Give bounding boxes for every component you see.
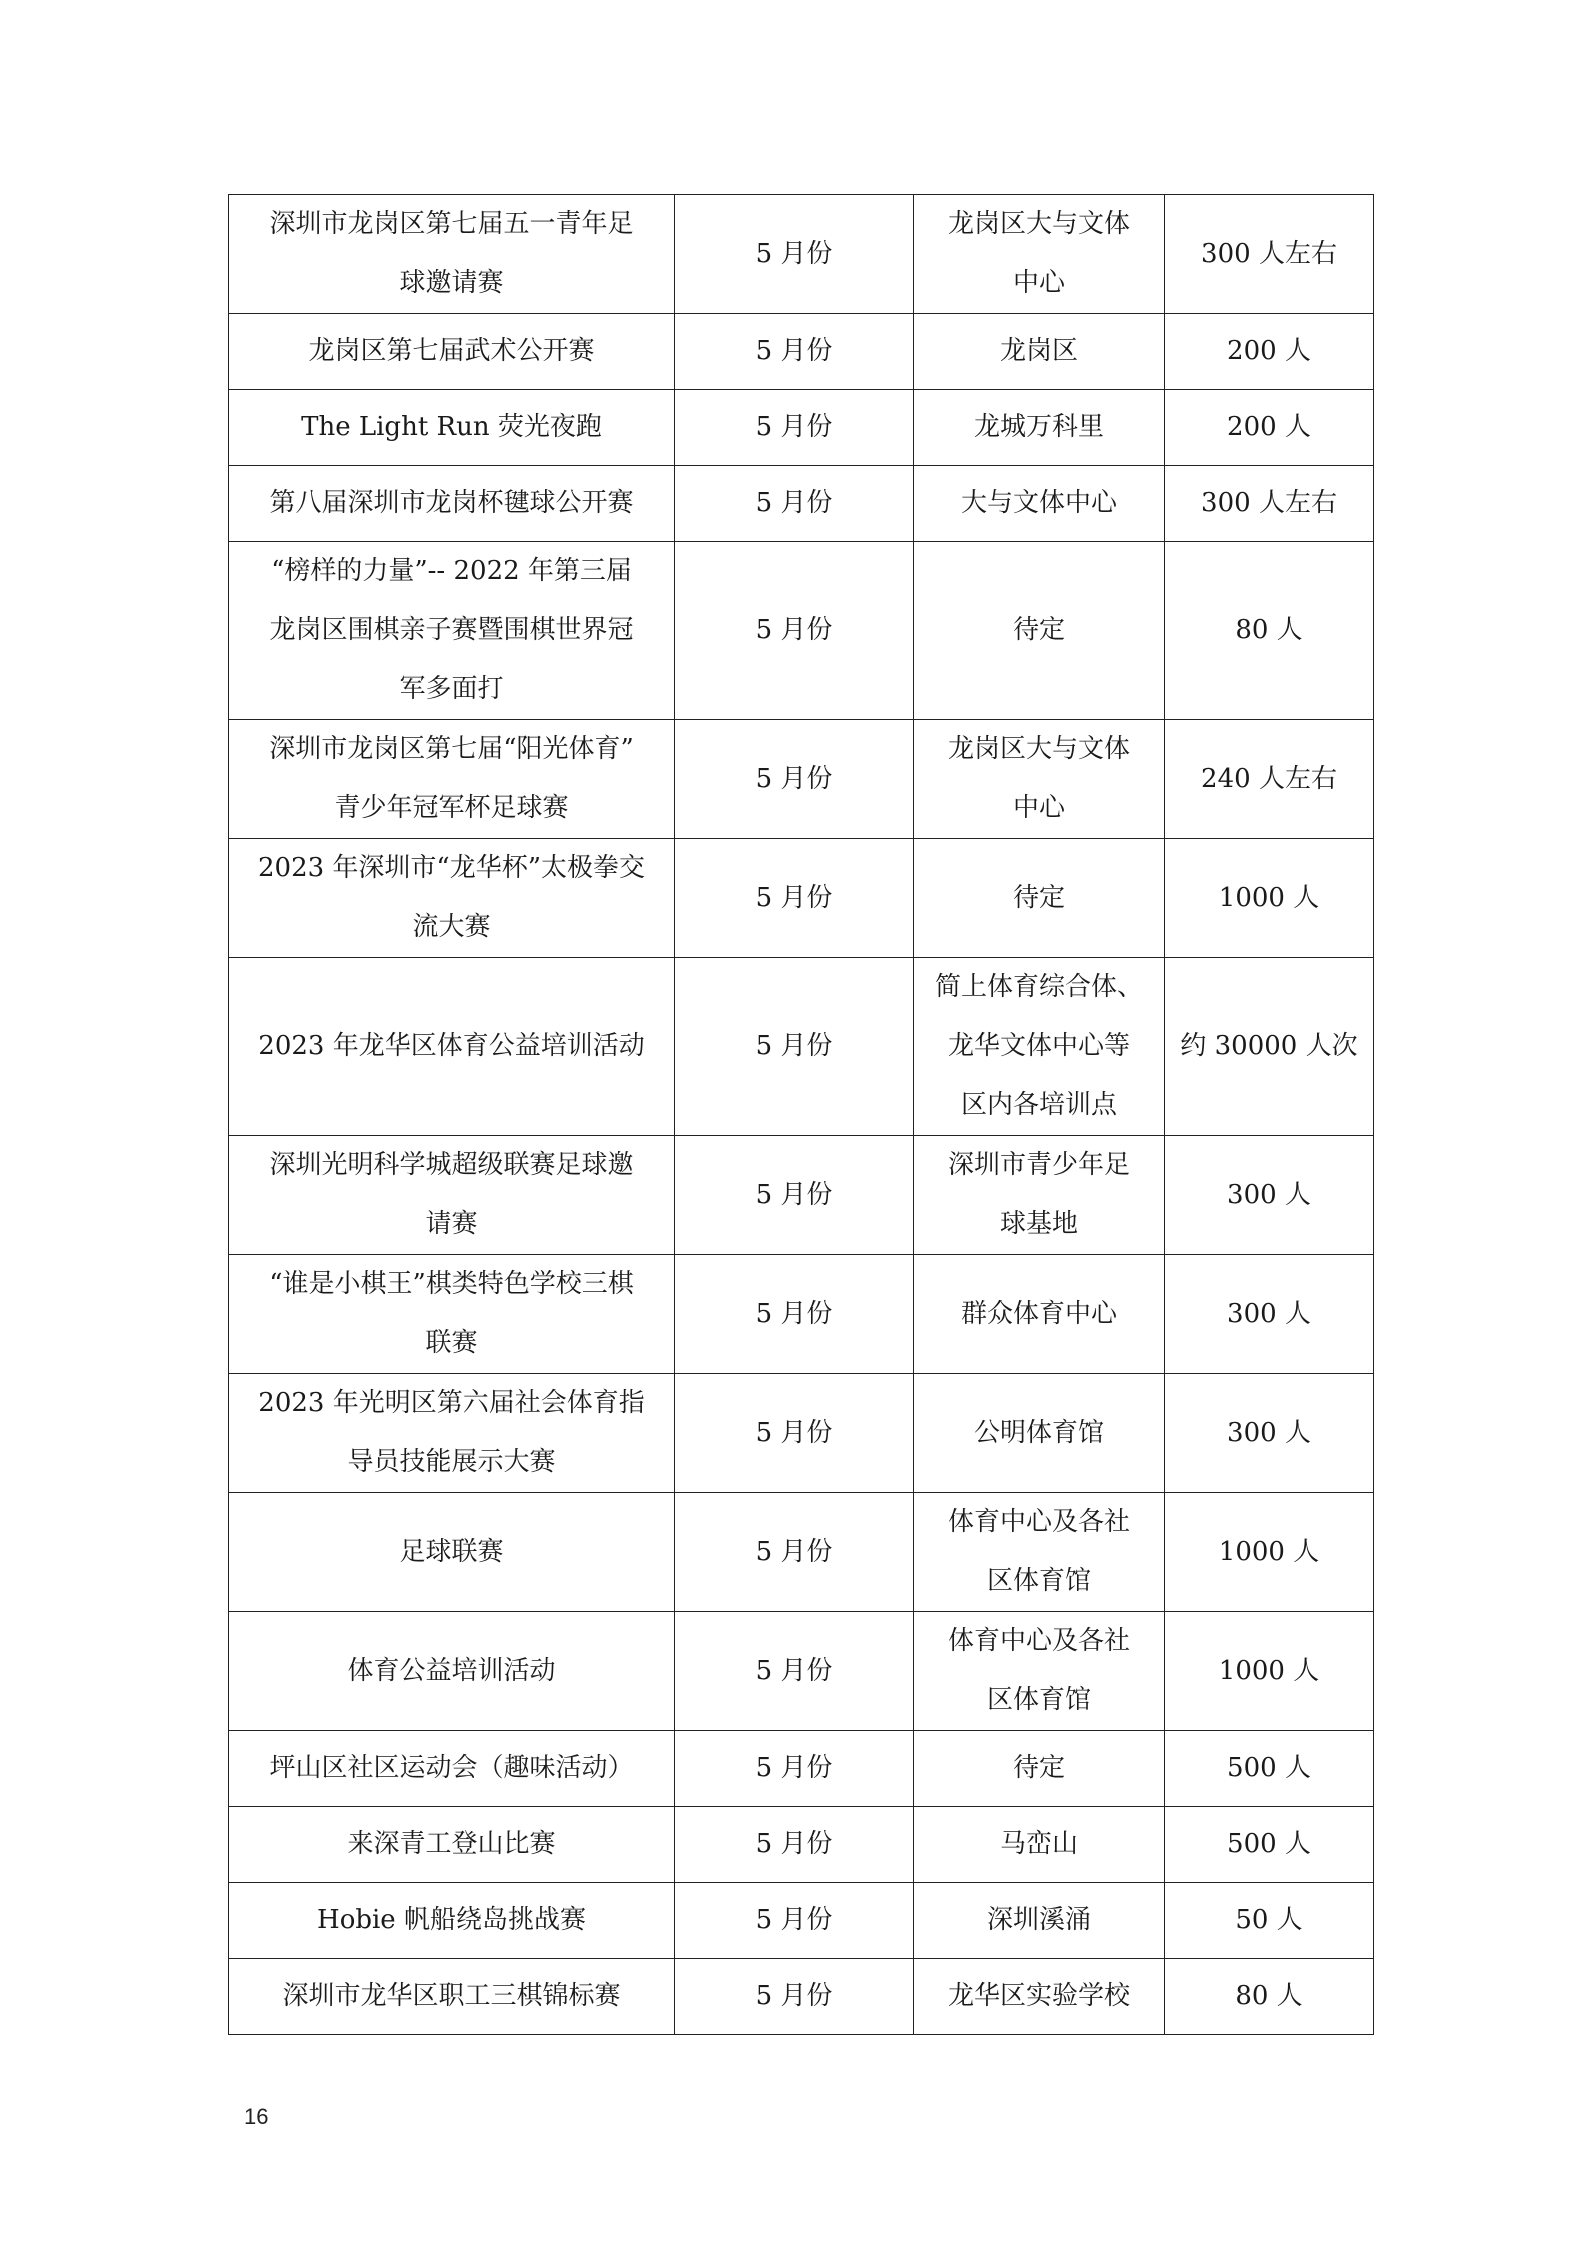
event-time-cell	[675, 542, 914, 720]
event-time-cell-text: 5 月份	[755, 412, 833, 442]
table-row	[229, 720, 1374, 839]
event-place-cell-text: 公明体育馆	[973, 1417, 1104, 1448]
event-time-cell-text: 5 月份	[755, 1298, 833, 1329]
event-scale-cell-text: 80 人	[1235, 615, 1303, 645]
table-row	[229, 1136, 1374, 1255]
event-time-cell	[675, 1959, 914, 2035]
table-row	[229, 542, 1374, 720]
event-scale-cell	[1165, 1493, 1374, 1612]
event-name-cell	[229, 1255, 675, 1374]
event-name-cell	[229, 1374, 675, 1493]
event-place-cell	[914, 1255, 1165, 1374]
event-scale-cell	[1165, 1959, 1374, 2035]
event-name-cell-text: 2023 年光明区第六届社会体育指 导员技能展示大赛	[258, 1388, 645, 1477]
event-time-cell	[675, 1136, 914, 1255]
event-time-cell	[675, 1255, 914, 1374]
event-name-cell-text: 足球联赛	[399, 1536, 504, 1567]
event-place-cell	[914, 1493, 1165, 1612]
event-place-cell	[914, 390, 1165, 466]
event-scale-cell-text: 300 人	[1227, 1179, 1311, 1210]
table-row	[229, 1374, 1374, 1493]
event-name-cell-text: The Light Run 荧光夜跑	[301, 412, 602, 442]
event-name-cell	[229, 1731, 675, 1807]
event-time-cell	[675, 195, 914, 314]
event-place-cell	[914, 1136, 1165, 1255]
table-row	[229, 1612, 1374, 1731]
event-time-cell	[675, 1883, 914, 1959]
event-name-cell	[229, 1493, 675, 1612]
event-name-cell-text: 深圳市龙岗区第七届“阳光体育” 青少年冠军杯足球赛	[269, 734, 634, 823]
event-name-cell-text: Hobie 帆船绕岛挑战赛	[317, 1905, 586, 1935]
event-scale-cell-text: 约 30000 人次	[1180, 1031, 1358, 1061]
event-time-cell	[675, 1807, 914, 1883]
event-scale-cell	[1165, 1807, 1374, 1883]
event-name-cell	[229, 542, 675, 720]
event-place-cell-text: 简上体育综合体、 龙华文体中心等 区内各培训点	[934, 972, 1143, 1120]
event-place-cell-text: 待定	[1012, 1753, 1065, 1783]
event-name-cell-text: “榜样的力量”-- 2022 年第三届 龙岗区围棋亲子赛暨围棋世界冠 军多面打	[269, 556, 634, 704]
event-time-cell	[675, 390, 914, 466]
event-time-cell-text: 5 月份	[755, 336, 833, 366]
event-name-cell	[229, 1807, 675, 1883]
event-time-cell-text: 5 月份	[755, 1905, 833, 1935]
table-row	[229, 1807, 1374, 1883]
event-scale-cell-text: 500 人	[1227, 1753, 1311, 1783]
event-name-cell	[229, 1883, 675, 1959]
event-place-cell	[914, 1731, 1165, 1807]
event-name-cell-text: “谁是小棋王”棋类特色学校三棋 联赛	[269, 1269, 634, 1358]
event-scale-cell-text: 1000 人	[1218, 882, 1320, 913]
event-scale-cell	[1165, 1255, 1374, 1374]
event-scale-cell-text: 50 人	[1235, 1905, 1303, 1935]
event-scale-cell	[1165, 466, 1374, 542]
event-time-cell-text: 5 月份	[755, 615, 833, 645]
event-time-cell-text: 5 月份	[755, 1655, 833, 1686]
event-scale-cell-text: 500 人	[1227, 1829, 1311, 1859]
event-scale-cell	[1165, 195, 1374, 314]
event-scale-cell-text: 300 人左右	[1201, 238, 1337, 269]
event-scale-cell	[1165, 390, 1374, 466]
event-time-cell-text: 5 月份	[755, 763, 833, 794]
table-row	[229, 1959, 1374, 2035]
table-row	[229, 195, 1374, 314]
event-place-cell-text: 龙岗区	[999, 336, 1078, 366]
event-place-cell-text: 群众体育中心	[960, 1298, 1117, 1329]
event-place-cell	[914, 1612, 1165, 1731]
event-time-cell-text: 5 月份	[755, 1829, 833, 1859]
event-place-cell-text: 马峦山	[999, 1829, 1078, 1859]
event-name-cell-text: 深圳市龙华区职工三棋锦标赛	[282, 1981, 621, 2011]
event-time-cell-text: 5 月份	[755, 238, 833, 269]
event-place-cell-text: 待定	[1012, 882, 1065, 913]
event-time-cell	[675, 1374, 914, 1493]
event-time-cell	[675, 1612, 914, 1731]
event-scale-cell-text: 1000 人	[1218, 1655, 1320, 1686]
event-place-cell	[914, 720, 1165, 839]
event-name-cell	[229, 466, 675, 542]
event-name-cell	[229, 1959, 675, 2035]
event-name-cell	[229, 195, 675, 314]
event-place-cell	[914, 195, 1165, 314]
event-time-cell-text: 5 月份	[755, 1536, 833, 1567]
event-scale-cell-text: 300 人左右	[1201, 488, 1337, 518]
event-scale-cell	[1165, 958, 1374, 1136]
event-name-cell	[229, 1136, 675, 1255]
table-row	[229, 314, 1374, 390]
event-time-cell-text: 5 月份	[755, 1031, 833, 1061]
table-row	[229, 390, 1374, 466]
event-place-cell	[914, 1374, 1165, 1493]
event-name-cell	[229, 314, 675, 390]
event-name-cell-text: 坪山区社区运动会（趣味活动）	[269, 1753, 634, 1783]
event-time-cell-text: 5 月份	[755, 882, 833, 913]
table-row	[229, 1255, 1374, 1374]
event-name-cell	[229, 390, 675, 466]
event-place-cell-text: 深圳市青少年足 球基地	[947, 1150, 1130, 1239]
event-place-cell	[914, 839, 1165, 958]
event-time-cell	[675, 466, 914, 542]
event-scale-cell	[1165, 1136, 1374, 1255]
event-scale-cell	[1165, 1883, 1374, 1959]
event-place-cell	[914, 1959, 1165, 2035]
event-place-cell-text: 体育中心及各社 区体育馆	[947, 1507, 1130, 1596]
event-scale-cell	[1165, 839, 1374, 958]
event-time-cell	[675, 720, 914, 839]
event-scale-cell-text: 80 人	[1235, 1981, 1303, 2011]
event-scale-cell	[1165, 720, 1374, 839]
event-time-cell-text: 5 月份	[755, 1179, 833, 1210]
event-scale-cell-text: 1000 人	[1218, 1536, 1320, 1567]
event-place-cell	[914, 542, 1165, 720]
event-scale-cell-text: 300 人	[1227, 1298, 1311, 1329]
table-row	[229, 1731, 1374, 1807]
event-time-cell	[675, 1731, 914, 1807]
event-scale-cell-text: 200 人	[1227, 336, 1311, 366]
event-name-cell-text: 2023 年龙华区体育公益培训活动	[258, 1031, 645, 1061]
event-name-cell-text: 第八届深圳市龙岗杯毽球公开赛	[269, 488, 634, 518]
event-time-cell	[675, 1493, 914, 1612]
event-name-cell-text: 2023 年深圳市“龙华杯”太极拳交 流大赛	[257, 853, 646, 942]
event-time-cell	[675, 839, 914, 958]
event-place-cell-text: 大与文体中心	[960, 488, 1117, 518]
event-scale-cell-text: 200 人	[1227, 412, 1311, 442]
event-place-cell-text: 龙华区实验学校	[947, 1981, 1130, 2011]
event-time-cell	[675, 958, 914, 1136]
event-scale-cell-text: 240 人左右	[1201, 763, 1337, 794]
table-row	[229, 466, 1374, 542]
event-place-cell-text: 体育中心及各社 区体育馆	[947, 1626, 1130, 1715]
event-place-cell-text: 龙城万科里	[973, 412, 1104, 442]
event-place-cell-text: 龙岗区大与文体 中心	[947, 209, 1130, 298]
event-scale-cell	[1165, 542, 1374, 720]
events-table-body	[229, 195, 1374, 2035]
table-row	[229, 839, 1374, 958]
event-place-cell	[914, 958, 1165, 1136]
event-time-cell-text: 5 月份	[755, 1417, 833, 1448]
event-time-cell-text: 5 月份	[755, 488, 833, 518]
table-row	[229, 958, 1374, 1136]
event-time-cell	[675, 314, 914, 390]
event-place-cell-text: 深圳溪涌	[986, 1905, 1091, 1935]
event-place-cell	[914, 466, 1165, 542]
event-name-cell	[229, 1612, 675, 1731]
event-time-cell-text: 5 月份	[755, 1753, 833, 1783]
event-scale-cell-text: 300 人	[1227, 1417, 1311, 1448]
event-name-cell-text: 深圳光明科学城超级联赛足球邀 请赛	[269, 1150, 634, 1239]
events-table	[228, 194, 1374, 2035]
event-name-cell-text: 深圳市龙岗区第七届五一青年足 球邀请赛	[269, 209, 634, 298]
event-place-cell	[914, 314, 1165, 390]
table-row	[229, 1883, 1374, 1959]
event-scale-cell	[1165, 1374, 1374, 1493]
event-scale-cell	[1165, 314, 1374, 390]
event-name-cell-text: 体育公益培训活动	[347, 1655, 556, 1686]
event-place-cell-text: 待定	[1012, 615, 1065, 645]
event-name-cell	[229, 720, 675, 839]
event-time-cell-text: 5 月份	[755, 1981, 833, 2011]
event-name-cell	[229, 839, 675, 958]
event-scale-cell	[1165, 1731, 1374, 1807]
page-number: 16	[244, 2104, 269, 2129]
event-name-cell	[229, 958, 675, 1136]
event-name-cell-text: 龙岗区第七届武术公开赛	[308, 336, 595, 366]
event-scale-cell	[1165, 1612, 1374, 1731]
event-name-cell-text: 来深青工登山比赛	[347, 1829, 556, 1859]
event-place-cell-text: 龙岗区大与文体 中心	[947, 734, 1130, 823]
event-place-cell	[914, 1807, 1165, 1883]
table-row	[229, 1493, 1374, 1612]
event-place-cell	[914, 1883, 1165, 1959]
